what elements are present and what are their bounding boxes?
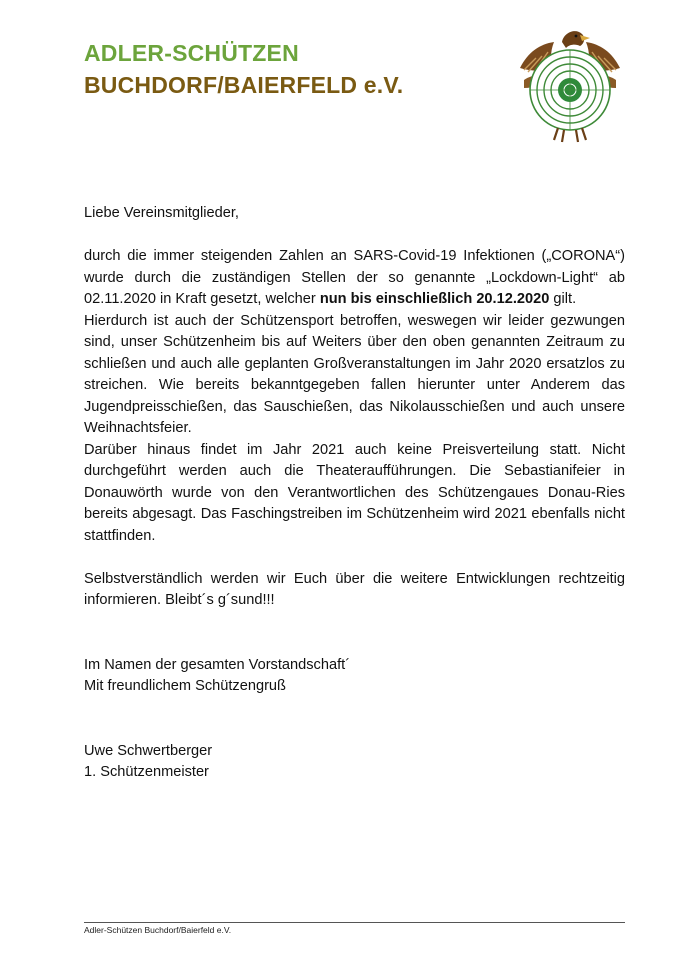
closing-line-board: Im Namen der gesamten Vorstandschaft´ [84,656,351,673]
paragraph-closures: Hierdurch ist auch der Schützensport betroffen, weswegen wir leider gezwungen sind, unser Schützenheim bis auf Weiters über den oben genannten Zeitraum zu schließen und auch alle geplanten Großveranstaltungen im Jahr 2020 ersatzlos zu streichen. Wie bereits bekanntgegeben fallen hierunter unter Anderem das Jugendpreisschießen, das Sauschießen, das Nikolausschießen und auch unsere Weihnachtsfeier. [84,312,625,436]
footer-text: Adler-Schützen Buchdorf/Baierfeld e.V. [84,925,232,935]
paragraph-updates: Selbstverständlich werden wir Euch über die weitere Entwicklungen rechtzeitig informieren. Bleibt´s g´sund!!! [84,570,625,608]
eagle-target-logo-icon [510,22,630,146]
paragraph-2021-events: Darüber hinaus findet im Jahr 2021 auch keine Preisverteilung statt. Nicht durchgeführt werden auch die Theateraufführungen. Die Sebastianifeier in Donauwörth wurde von den Verantwortlichen des Schützengaues Donau-Ries bereits abgesagt. Das Faschingstreiben im Schützenheim wird 2021 ebenfalls nicht stattfinden. [84,441,625,544]
salutation: Liebe Vereinsmitglieder, [84,205,239,221]
org-name-line2: BUCHDORF/BAIERFELD e.V. [84,72,404,98]
closing-line-greeting: Mit freundlichem Schützengruß [84,678,286,694]
paragraph-lockdown-text: durch die immer steigenden Zahlen an SARS-Covid-19 Infektionen („CORONA“) wurde durch die zuständigen Stellen der so genannte „Lockdown-Light“ ab 02.11.2020 in Kraft gesetzt, welcher [84,248,625,307]
letter-body [84,203,625,784]
signer-title: 1. Schützenmeister [84,764,209,780]
org-name-line1: ADLER-SCHÜTZEN [84,40,299,66]
paragraph-lockdown-emphasis: nun bis einschließlich 20.12.2020 [319,291,550,307]
signer-name: Uwe Schwertberger [84,742,213,759]
footer-divider [84,922,625,923]
paragraph-lockdown-end: gilt. [549,291,577,307]
paragraph-lockdown [84,246,625,311]
